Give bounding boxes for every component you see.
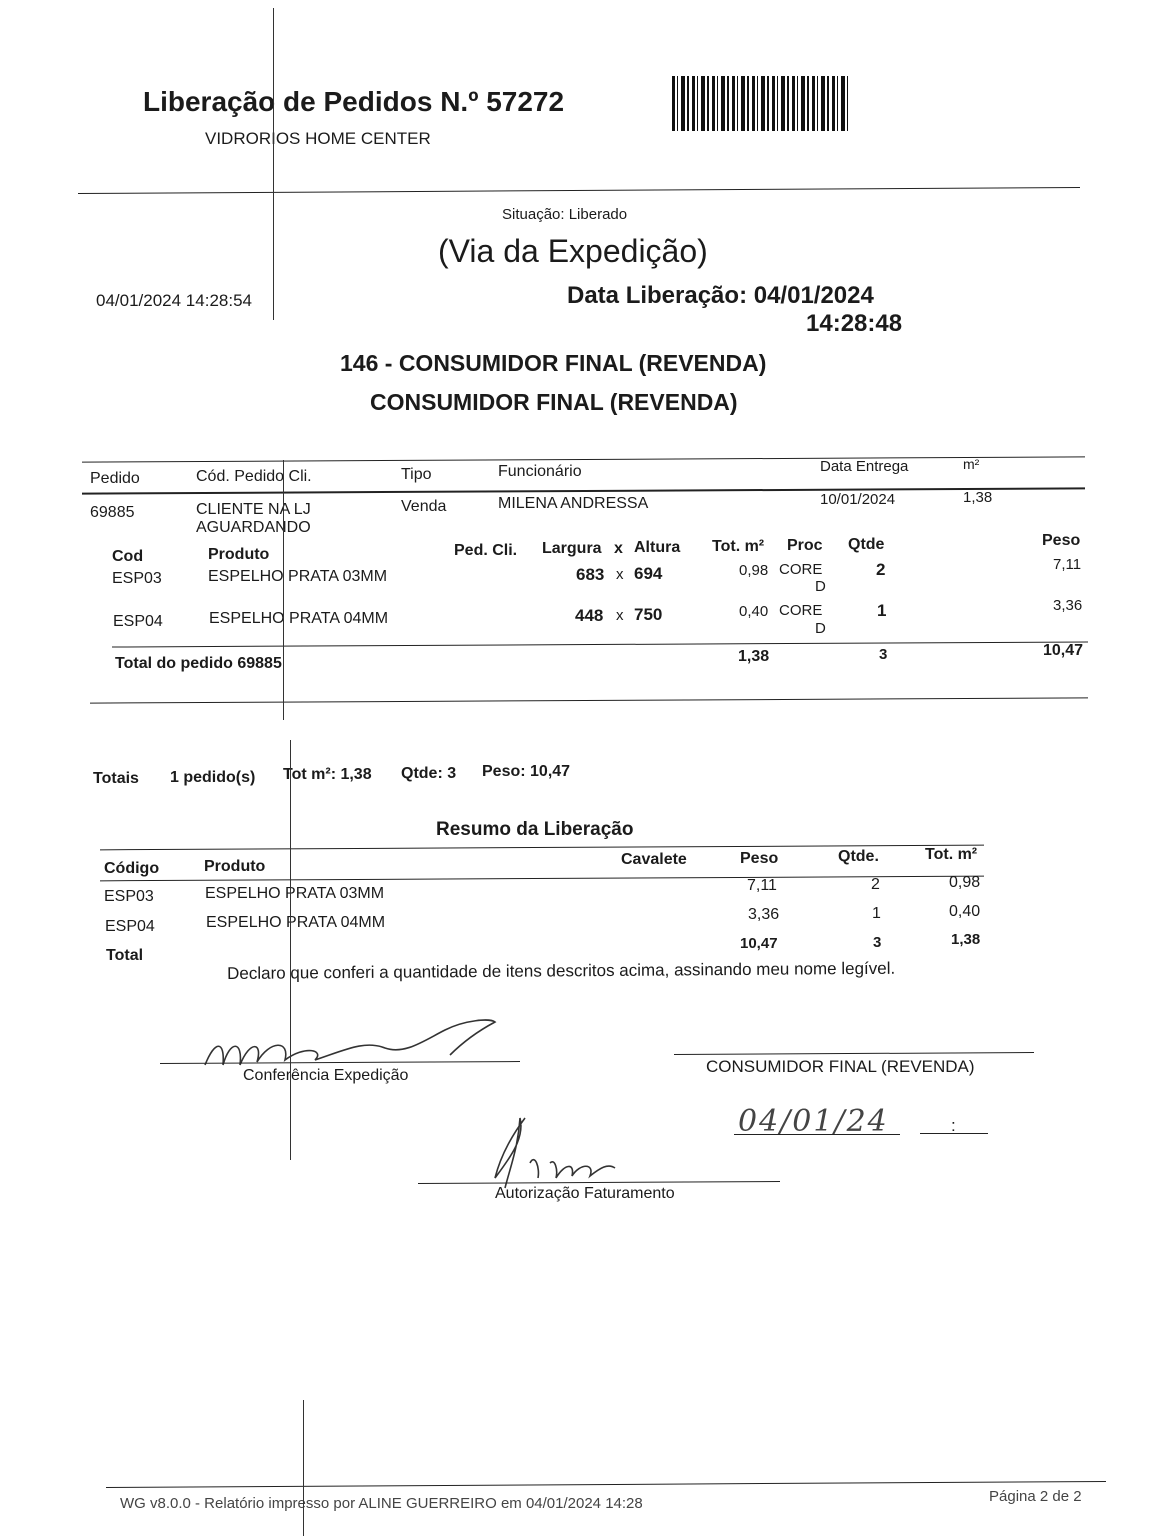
item-2-qtde: 1: [877, 601, 887, 620]
order-data-entrega: 10/01/2024: [820, 491, 896, 508]
summary-row-1-qtde: 2: [871, 876, 880, 893]
time-underline: [920, 1133, 988, 1134]
item-2-x: x: [616, 607, 624, 624]
totals-pedidos: 1 pedido(s): [170, 769, 256, 786]
declaration-text: Declaro que conferi a quantidade de itens descritos acima, assinando meu nome legível.: [227, 958, 896, 983]
date-underline: [734, 1134, 900, 1135]
header-divider: [78, 187, 1080, 194]
summary-total-peso: 10,47: [740, 935, 778, 952]
order-m2: 1,38: [963, 489, 993, 506]
order-total-label: Total do pedido 69885: [115, 655, 282, 672]
item-2-peso: 3,36: [1053, 597, 1083, 614]
summary-col-produto: Produto: [204, 858, 266, 875]
item-1-largura: 683: [576, 565, 605, 584]
items-col-tot-m2: Tot. m²: [712, 538, 765, 555]
item-2-cod: ESP04: [113, 613, 163, 630]
scan-line: [283, 460, 284, 720]
order-cod-cli-2: AGUARDANDO: [196, 519, 311, 536]
release-label: Data Liberação:: [567, 282, 748, 309]
scan-line: [303, 1400, 304, 1536]
via-label: (Via da Expedição): [438, 233, 708, 269]
status-label: Situação: Liberado: [502, 206, 628, 223]
customer-line-1: 146 - CONSUMIDOR FINAL (REVENDA): [340, 350, 767, 376]
items-col-x: x: [614, 540, 623, 557]
order-tipo: Venda: [401, 498, 447, 515]
summary-total-label: Total: [106, 947, 144, 964]
col-funcionario: Funcionário: [498, 463, 582, 480]
summary-col-tot-m2: Tot. m²: [925, 846, 978, 863]
items-col-largura: Largura: [542, 540, 602, 557]
col-m2: m²: [963, 456, 980, 472]
items-bottom-line: [112, 641, 1088, 647]
scan-line: [273, 8, 274, 320]
order-header-line: [82, 487, 1085, 494]
summary-col-codigo: Código: [104, 860, 160, 877]
order-number: 69885: [90, 504, 135, 521]
items-col-produto: Produto: [208, 546, 270, 563]
col-tipo: Tipo: [401, 466, 432, 483]
item-2-proc-1: CORE: [779, 602, 823, 619]
item-1-x: x: [616, 566, 624, 583]
footer-printed-by: WG v8.0.0 - Relatório impresso por ALINE GUERREIRO em 04/01/2024 14:28: [120, 1495, 643, 1512]
items-col-altura: Altura: [634, 539, 681, 556]
summary-col-cavalete: Cavalete: [621, 851, 687, 868]
customer-line-2: CONSUMIDOR FINAL (REVENDA): [370, 389, 738, 415]
barcode: [672, 76, 848, 131]
summary-col-peso: Peso: [740, 850, 779, 867]
scan-line: [290, 740, 291, 1160]
item-2-produto: ESPELHO PRATA 04MM: [209, 610, 389, 627]
order-total-qtde: 3: [879, 646, 888, 663]
item-1-peso: 7,11: [1053, 556, 1082, 573]
item-1-proc-1: CORE: [779, 561, 823, 578]
item-1-cod: ESP03: [112, 570, 162, 587]
totals-m2: Tot m²: 1,38: [283, 766, 372, 783]
item-1-qtde: 2: [876, 560, 886, 579]
item-1-tot-m2: 0,98: [739, 562, 769, 579]
order-cod-cli-1: CLIENTE NA LJ: [196, 501, 311, 518]
summary-col-qtde: Qtde.: [838, 848, 879, 865]
item-1-proc-2: D: [815, 578, 826, 595]
conferencia-label: Conferência Expedição: [243, 1067, 409, 1084]
summary-row-2-codigo: ESP04: [105, 918, 155, 935]
summary-row-2-produto: ESPELHO PRATA 04MM: [206, 914, 386, 931]
release-time: 14:28:48: [806, 310, 903, 337]
print-datetime: 04/01/2024 14:28:54: [96, 291, 252, 310]
footer-page: Página 2 de 2: [989, 1488, 1082, 1505]
item-2-proc-2: D: [815, 620, 826, 637]
items-col-ped-cli: Ped. Cli.: [454, 542, 518, 559]
summary-row-1-peso: 7,11: [747, 877, 777, 894]
summary-title: Resumo da Liberação: [436, 819, 634, 840]
page-title: Liberação de Pedidos N.º 57272: [143, 86, 565, 117]
item-2-altura: 750: [634, 605, 663, 624]
items-col-qtde: Qtde: [848, 536, 885, 553]
release-date: 04/01/2024: [753, 282, 874, 309]
handwritten-date: 04/01/24: [738, 1104, 889, 1139]
col-pedido: Pedido: [90, 470, 140, 487]
time-colon: :: [951, 1116, 956, 1135]
summary-row-2-peso: 3,36: [748, 906, 780, 923]
items-col-cod: Cod: [112, 548, 144, 565]
order-top-line: [82, 456, 1085, 462]
item-1-produto: ESPELHO PRATA 03MM: [208, 568, 388, 585]
summary-total-qtde: 3: [873, 934, 882, 951]
company-name: VIDRORIOS HOME CENTER: [205, 129, 431, 148]
item-1-altura: 694: [634, 564, 663, 583]
item-2-tot-m2: 0,40: [739, 603, 769, 620]
summary-row-2-tot-m2: 0,40: [949, 903, 981, 920]
summary-total-tot-m2: 1,38: [951, 931, 981, 948]
totals-label: Totais: [93, 770, 139, 787]
autorizacao-label: Autorização Faturamento: [495, 1185, 675, 1202]
order-total-peso: 10,47: [1043, 642, 1084, 659]
col-cod-cli: Cód. Pedido Cli.: [196, 468, 312, 485]
items-col-peso: Peso: [1042, 532, 1081, 549]
totals-peso: Peso: 10,47: [482, 763, 571, 780]
totals-qtde: Qtde: 3: [401, 765, 457, 782]
footer-line: [106, 1481, 1106, 1488]
summary-row-2-qtde: 1: [872, 905, 881, 922]
release-date-block: [567, 282, 874, 310]
summary-row-1-codigo: ESP03: [104, 888, 154, 905]
item-2-largura: 448: [575, 606, 604, 625]
order-funcionario: MILENA ANDRESSA: [498, 495, 649, 512]
summary-row-1-tot-m2: 0,98: [949, 874, 981, 891]
consumidor-line: [674, 1052, 1034, 1055]
consumidor-label: CONSUMIDOR FINAL (REVENDA): [706, 1057, 975, 1076]
summary-header-line: [100, 876, 984, 882]
summary-row-1-produto: ESPELHO PRATA 03MM: [205, 885, 385, 902]
items-col-proc: Proc: [787, 537, 823, 554]
order-section-divider: [90, 697, 1088, 703]
order-total-m2: 1,38: [738, 648, 770, 665]
col-data-entrega: Data Entrega: [820, 458, 909, 475]
